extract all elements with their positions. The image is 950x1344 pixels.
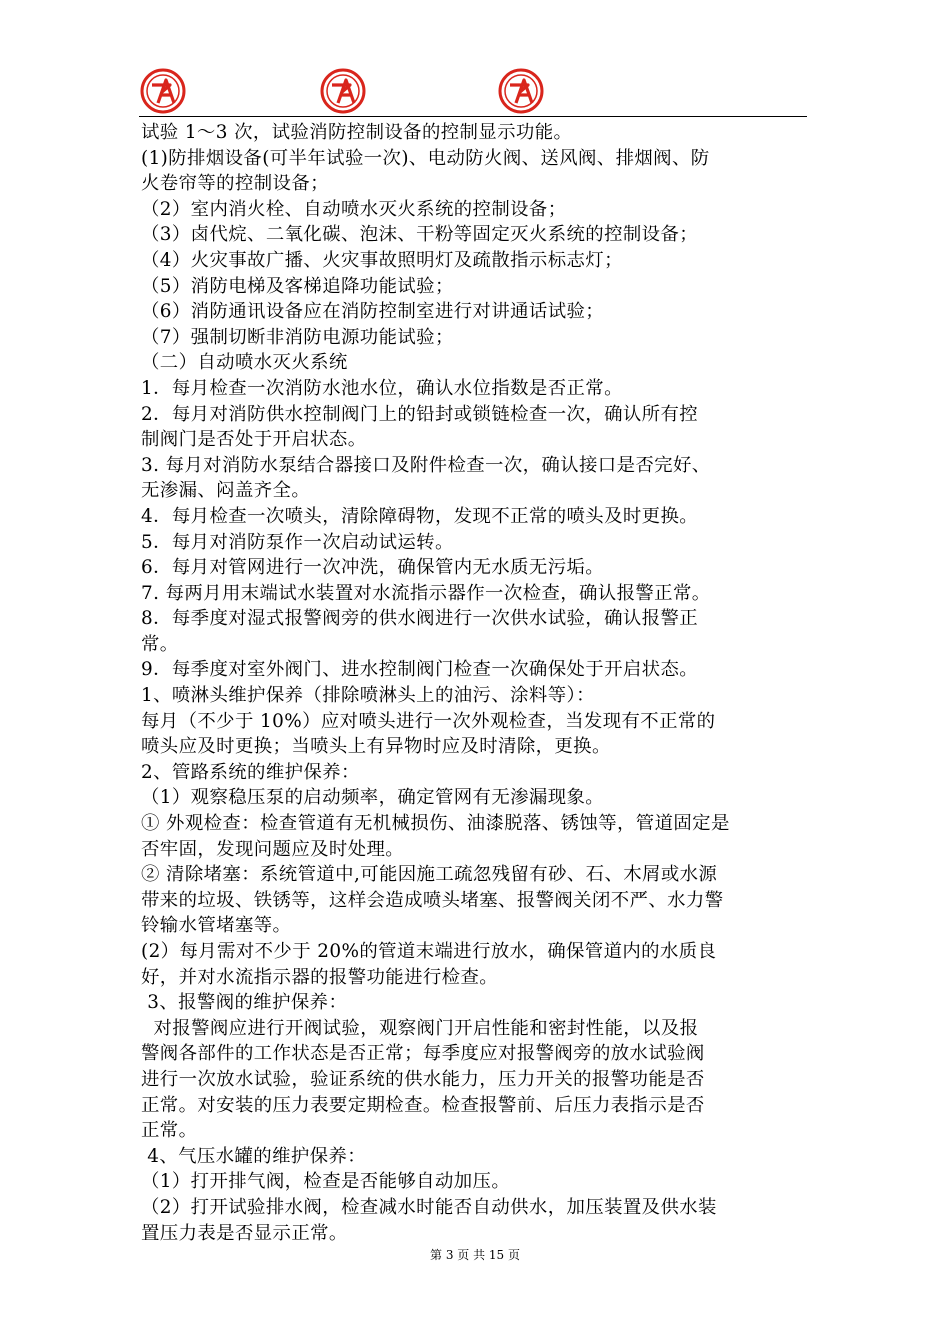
text-line: 常。 [141, 633, 179, 655]
text-line: 2．每月对消防供水控制阀门上的铅封或锁链检查一次，确认所有控 [141, 403, 699, 425]
header-divider [139, 116, 807, 117]
logo-icon [498, 68, 544, 114]
section-heading: 2、管路系统的维护保养： [141, 761, 360, 783]
section-heading: 1、喷淋头维护保养（排除喷淋头上的油污、涂料等）： [141, 685, 595, 707]
text-line: 5．每月对消防泵作一次启动试运转。 [141, 531, 454, 553]
text-line: （4）火灾事故广播、火灾事故照明灯及疏散指示标志灯； [141, 249, 623, 271]
text-line: 9．每季度对室外阀门、进水控制阀门检查一次确保处于开启状态。 [141, 659, 699, 681]
text-line: 3. 每月对消防水泵结合器接口及附件检查一次，确认接口是否完好、 [141, 454, 711, 476]
text-line: 铃输水管堵塞等。 [141, 915, 292, 937]
text-line: 否牢固，发现问题应及时处理。 [141, 838, 405, 860]
text-line: （2）室内消火栓、自动喷水灭火系统的控制设备； [141, 198, 567, 220]
text-line: 制阀门是否处于开启状态。 [141, 429, 367, 451]
logo-icon [320, 68, 366, 114]
text-line: （7）强制切断非消防电源功能试验； [141, 326, 454, 348]
section-heading: 4、气压水罐的维护保养： [141, 1145, 367, 1167]
text-line: （6）消防通讯设备应在消防控制室进行对讲通话试验； [141, 301, 605, 323]
text-line: 进行一次放水试验，验证系统的供水能力，压力开关的报警功能是否 [141, 1068, 705, 1090]
text-line: 正常。 [141, 1120, 198, 1142]
text-line: 无渗漏、闷盖齐全。 [141, 480, 311, 502]
text-line: 置压力表是否显示正常。 [141, 1222, 348, 1244]
text-line: 正常。对安装的压力表要定期检查。检查报警前、后压力表指示是否 [141, 1094, 705, 1116]
text-line: ② 清除堵塞：系统管道中,可能因施工疏忽残留有砂、石、木屑或水源 [141, 864, 718, 886]
text-line: 每月（不少于 10%）应对喷头进行一次外观检查，当发现有不正常的 [141, 710, 716, 732]
page-header [0, 0, 950, 120]
text-line: 4．每月检查一次喷头，清除障碍物，发现不正常的喷头及时更换。 [141, 505, 699, 527]
text-line: 7. 每两月用末端试水装置对水流指示器作一次检查，确认报警正常。 [141, 582, 711, 604]
text-line: 警阀各部件的工作状态是否正常；每季度应对报警阀旁的放水试验阀 [141, 1043, 705, 1065]
text-line: （3）卤代烷、二氧化碳、泡沫、干粉等固定灭火系统的控制设备； [141, 224, 699, 246]
text-line: 火卷帘等的控制设备； [141, 173, 329, 195]
text-line: （5）消防电梯及客梯追降功能试验； [141, 275, 454, 297]
text-line: (1)防排烟设备(可半年试验一次)、电动防火阀、送风阀、排烟阀、防 [141, 147, 710, 169]
section-heading: （二）自动喷水灭火系统 [141, 352, 348, 374]
text-line: 8．每季度对湿式报警阀旁的供水阀进行一次供水试验，确认报警正 [141, 608, 699, 630]
page-number: 第 3 页 共 15 页 [430, 1248, 520, 1262]
text-line: (2）每月需对不少于 20%的管道末端进行放水，确保管道内的水质良 [141, 941, 717, 962]
logo-icon [140, 68, 186, 114]
section-heading: 3、报警阀的维护保养： [141, 992, 348, 1014]
text-line: 对报警阀应进行开阀试验，观察阀门开启性能和密封性能，以及报 [141, 1017, 699, 1039]
text-line: （1）观察稳压泵的启动频率，确定管网有无渗漏现象。 [141, 787, 605, 809]
document-body [141, 120, 809, 1246]
text-line: 带来的垃圾、铁锈等，这样会造成喷头堵塞、报警阀关闭不严、水力警 [141, 889, 724, 911]
text-line: ① 外观检查：检查管道有无机械损伤、油漆脱落、锈蚀等，管道固定是 [141, 813, 730, 835]
text-line: 喷头应及时更换；当喷头上有异物时应及时清除，更换。 [141, 736, 611, 758]
text-line: 6．每月对管网进行一次冲洗，确保管内无水质无污垢。 [141, 557, 605, 579]
text-line: 试验 1～3 次，试验消防控制设备的控制显示功能。 [141, 122, 573, 143]
text-line: （1）打开排气阀，检查是否能够自动加压。 [141, 1171, 511, 1193]
text-line: 1．每月检查一次消防水池水位，确认水位指数是否正常。 [141, 377, 623, 399]
text-line: （2）打开试验排水阀，检查减水时能否自动供水，加压装置及供水装 [141, 1196, 717, 1218]
text-line: 好，并对水流指示器的报警功能进行检查。 [141, 966, 499, 988]
